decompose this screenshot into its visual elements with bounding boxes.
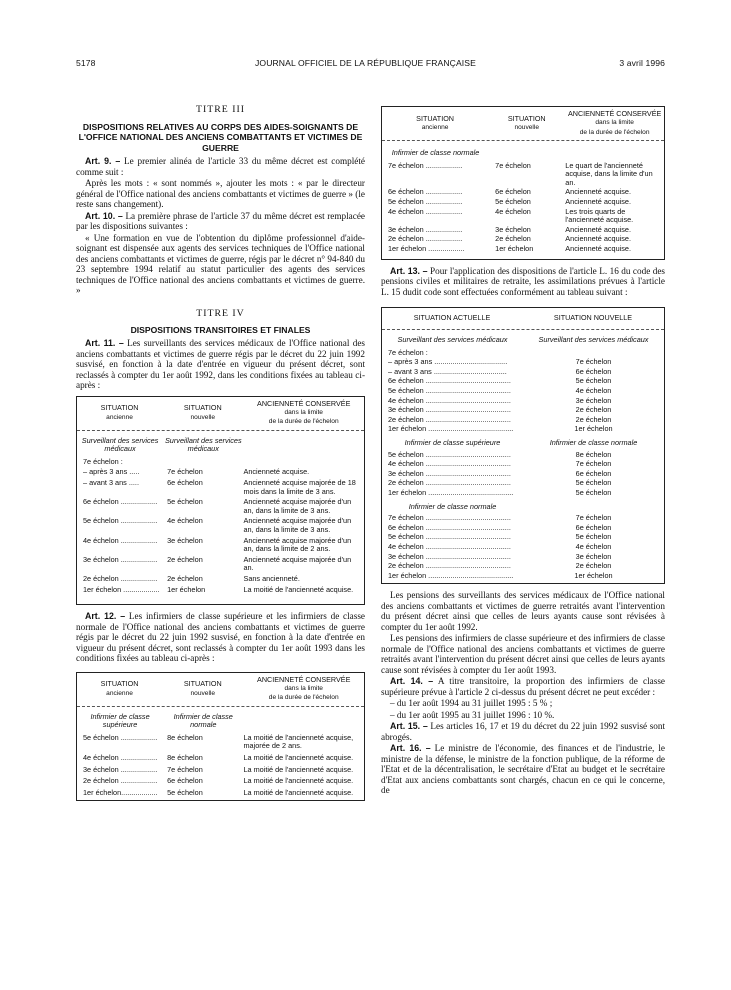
table-row [382, 198, 664, 207]
table-row [77, 734, 364, 751]
table-row [77, 517, 364, 534]
article-text: La première phrase de l'article 37 du même décret est remplacée par les dispositions suivantes : [76, 210, 365, 232]
header-label: SITUATION [507, 113, 546, 123]
article-16 [381, 743, 665, 796]
new-situation-cell: 5e échelon [575, 478, 612, 488]
seniority-cell: Ancienneté acquise majorée d'un an, dans la limite de 3 ans. [243, 516, 352, 534]
right-column [381, 96, 665, 797]
table-row [382, 358, 664, 367]
table-row [382, 245, 664, 254]
table-row [77, 498, 364, 515]
old-situation-cell: 3e échelon .......................................... [388, 406, 511, 415]
seniority-cell: Ancienneté acquise. [565, 224, 631, 234]
table-row [382, 562, 664, 571]
new-situation-cell: 5e échelon [167, 497, 203, 507]
table-row [77, 777, 364, 786]
section-label: Surveillant des services médicaux [538, 335, 649, 345]
table-row [382, 188, 664, 197]
table-header [382, 308, 664, 330]
seniority-cell: Ancienneté acquise. [565, 234, 631, 244]
article-11 [76, 338, 365, 391]
old-situation-cell: 7e échelon : [83, 457, 123, 466]
new-situation-cell: 8e échelon [167, 753, 203, 762]
old-situation-cell: 2e échelon .................. [388, 235, 463, 244]
section-label: Surveillant des services médicaux [164, 435, 242, 454]
table-body [77, 458, 364, 594]
old-situation-cell: 5e échelon .......................................... [388, 533, 511, 542]
seniority-cell: Ancienneté acquise majorée d'un an, dans la limite de 2 ans. [243, 535, 352, 554]
table-row [382, 387, 664, 396]
left-column [76, 96, 365, 807]
new-situation-cell: 6e échelon [167, 776, 203, 786]
new-situation-cell: 2e échelon [167, 573, 203, 583]
seniority-cell: Sans ancienneté. [243, 573, 300, 583]
table-header [382, 107, 664, 141]
table-row [382, 416, 664, 425]
new-situation-cell: 3e échelon [167, 535, 203, 545]
table-body [382, 162, 664, 254]
header-label: ANCIENNETÉ CONSERVÉE [567, 109, 662, 119]
old-situation-cell: 4e échelon .......................................... [388, 460, 511, 469]
article-label: Art. 15. – [390, 721, 428, 732]
new-situation-cell: 7e échelon [167, 764, 203, 774]
paragraph: Les pensions des surveillants des services médicaux de l'Office national des anciens combattants et victimes de guerre retraités avant l'intervention du présent décret ainsi que celles de leurs ayants cause sont révisées à compter du 1er août 1992. [381, 590, 665, 632]
header-label: de la durée de l'échelon [579, 128, 650, 136]
new-situation-cell: 7e échelon [167, 467, 203, 477]
new-situation-cell: 1er échelon [495, 243, 534, 253]
old-situation-cell: 3e échelon .................. [83, 765, 158, 774]
table-continued [381, 106, 665, 260]
header-label: dans la limite [595, 119, 634, 127]
table-row [382, 533, 664, 542]
seniority-cell: Ancienneté acquise majorée d'un an. [243, 554, 352, 573]
old-situation-cell: 1er échelon .................. [83, 585, 160, 594]
titre-4: TITRE IV [196, 307, 245, 319]
table-row [77, 458, 364, 467]
new-situation-cell: 8e échelon [167, 732, 203, 742]
heading-titre-3: DISPOSITIONS RELATIVES AU CORPS DES AIDES-SOIGNANTS DE L'OFFICE NATIONAL DES ANCIENS COMBATTANTS ET VICTIMES DE GUERRE [78, 122, 363, 153]
table-row [382, 451, 664, 460]
old-situation-cell: 5e échelon .................. [83, 733, 158, 742]
new-situation-cell: 1er échelon [167, 584, 206, 594]
old-situation-cell: 3e échelon .................. [83, 555, 158, 564]
section-label: Infirmier de classe supérieure [404, 437, 501, 447]
article-text: Les infirmiers de classe supérieure et les infirmiers de classe normale de l'Office national des anciens combattants et victimes de guerre régis par le décret du 22 juin 1992 susvisé, en fonction à la date d'entrée en vigueur du présent décret, sont reclassés à compter du 1er août 1993 dans les conditions fixées au tableau ci-après : [76, 611, 365, 664]
table-infirmiers [76, 672, 365, 802]
seniority-cell: Ancienneté acquise majorée de 18 mois dans la limite de 3 ans. [243, 478, 356, 496]
table-row [382, 235, 664, 244]
header-label: SITUATION [183, 679, 222, 689]
old-situation-cell: 4e échelon .................. [83, 754, 158, 762]
old-situation-cell: 5e échelon .................. [388, 197, 463, 206]
new-situation-cell: 3e échelon [575, 551, 612, 561]
old-situation-cell: 1er échelon .......................................... [388, 425, 514, 434]
old-situation-cell: 2e échelon .................. [83, 777, 158, 786]
paragraph: Les pensions des infirmiers de classe supérieure et des infirmiers de classe normale de l'Office national des anciens combattants et victimes de guerre retraités avant l'intervention du présent décret ainsi que celles de leurs ayants cause sont révisées à compter du 1er août 1993. [381, 633, 665, 675]
table-row [382, 226, 664, 235]
table-assimilations [381, 307, 665, 584]
header-label: ANCIENNETÉ CONSERVÉE [257, 398, 351, 408]
new-situation-cell: 6e échelon [575, 468, 612, 478]
section-label: Infirmier de classe normale [549, 437, 638, 447]
table-row [77, 754, 364, 763]
old-situation-cell: – après 3 ans ..... [83, 468, 140, 477]
header-label: SITUATION [100, 679, 139, 689]
article-label: Art. 11. – [85, 338, 124, 349]
seniority-cell: Les trois quarts de l'ancienneté acquise. [565, 206, 634, 225]
article-label: Art. 13. – [390, 265, 428, 276]
old-situation-cell: 1er échelon .................. [388, 244, 465, 253]
old-situation-cell: 3e échelon .......................................... [388, 552, 511, 561]
page-number: 5178 [76, 58, 96, 68]
new-situation-cell: 1er échelon [574, 424, 613, 434]
table-row [382, 524, 664, 533]
header-label: SITUATION [100, 403, 139, 413]
table-row [382, 162, 664, 188]
old-situation-cell: 1er échelon .......................................... [388, 488, 514, 497]
table-row [77, 556, 364, 573]
header-label: SITUATION NOUVELLE [553, 313, 633, 323]
table-row [382, 553, 664, 562]
table-row [382, 425, 664, 434]
old-situation-cell: 6e échelon .......................................... [388, 377, 511, 386]
article-text: Le premier alinéa de l'article 33 du même décret est complété comme suit : [76, 156, 365, 177]
table-row [382, 368, 664, 377]
article-text: A titre transitoire, la proportion des infirmiers de classe supérieure prévue à l'article 2 ci-dessus du présent décret ne peut excéder : [381, 676, 665, 697]
new-situation-cell: 2e échelon [575, 414, 612, 424]
article-14 [381, 676, 665, 697]
new-situation-cell: 2e échelon [167, 554, 203, 564]
old-situation-cell: 4e échelon .................. [388, 207, 463, 216]
header-label: de la durée de l'échelon [268, 418, 339, 426]
old-situation-cell: 4e échelon .......................................... [388, 396, 511, 405]
old-situation-cell: 7e échelon : [388, 348, 428, 357]
old-situation-cell: 6e échelon .................. [83, 498, 158, 507]
header-label: dans la limite [284, 409, 323, 417]
new-situation-cell: 4e échelon [495, 206, 531, 216]
paragraph: « Une formation en vue de l'obtention du diplôme professionnel d'aide-soignant est dispensée aux agents des services techniques de l'Office national des anciens combattants et victimes de guerre, régis par le décret n° 94-840 du 23 septembre 1994 relatif au statut particulier des agents des services techniques de l'Office national des anciens combattants et victimes de guerre. » [76, 232, 365, 296]
seniority-cell: La moitié de l'ancienneté acquise. [243, 753, 354, 762]
article-text: Les articles 16, 17 et 19 du décret du 22 juin 1992 susvisé sont abrogés. [381, 721, 666, 742]
header-label: nouvelle [190, 689, 216, 697]
new-situation-cell: 5e échelon [575, 376, 612, 386]
table-surveillants [76, 396, 365, 606]
table-row [382, 406, 664, 415]
new-situation-cell: 5e échelon [575, 532, 612, 542]
new-situation-cell: 2e échelon [575, 405, 612, 415]
article-label: Art. 16. – [390, 743, 431, 754]
list-item: – du 1er août 1995 au 31 juillet 1996 : 10 %. [390, 709, 555, 720]
table-row [382, 460, 664, 469]
table-row [77, 586, 364, 595]
new-situation-cell: 3e échelon [575, 395, 612, 405]
article-label: Art. 14. – [390, 676, 434, 687]
seniority-cell: La moitié de l'ancienneté acquise. [243, 584, 354, 594]
table-row [382, 397, 664, 406]
old-situation-cell: 7e échelon .................. [388, 161, 463, 170]
new-situation-cell: 7e échelon [575, 459, 612, 469]
article-10 [76, 211, 365, 232]
new-situation-cell: 6e échelon [167, 478, 203, 487]
article-13 [381, 266, 665, 298]
old-situation-cell: 3e échelon .......................................... [388, 469, 511, 478]
header-label: ancienne [106, 689, 133, 697]
paragraph: Après les mots : « sont nommés », ajouter les mots : « par le directeur général de l'Office national des anciens combattants et victimes de guerre » (le reste sans changement). [76, 178, 365, 210]
titre-3: TITRE III [196, 104, 245, 115]
new-situation-cell: 1er échelon [574, 570, 613, 580]
section-label: Infirmier de classe supérieure [90, 711, 150, 730]
header-label: SITUATION [183, 403, 222, 413]
header-label: nouvelle [190, 413, 216, 421]
old-situation-cell: 6e échelon .................. [388, 188, 463, 197]
journal-title: JOURNAL OFFICIEL DE LA RÉPUBLIQUE FRANÇAISE [255, 58, 476, 68]
old-situation-cell: 5e échelon .................. [83, 517, 158, 526]
table-body [382, 514, 664, 580]
heading-titre-4: DISPOSITIONS TRANSITOIRES ET FINALES [130, 324, 311, 335]
new-situation-cell: 6e échelon [495, 187, 531, 197]
table-row [382, 543, 664, 552]
table-row [382, 349, 664, 358]
table-row [382, 479, 664, 488]
old-situation-cell: 2e échelon .......................................... [388, 479, 511, 488]
article-text: Les surveillants des services médicaux de l'Office national des anciens combattants et victimes de guerre régis par le décret du 22 juin 1992 susvisé, en fonction à la date d'entrée en vigueur du présent décret, sont reclassés à compter du 1er août 1992, dans les conditions fixées au tableau ci-après : [76, 338, 365, 391]
old-situation-cell: 2e échelon .......................................... [388, 562, 511, 571]
section-label: Infirmier de classe normale [391, 148, 480, 157]
table-body [382, 451, 664, 498]
article-text: Le ministre de l'économie, des finances et de l'industrie, le ministre de la défense, le ministre de la fonction publique, de la réforme de l'Etat et de la décentralisation, le secrétaire d'Etat au budget et le secrétaire d'Etat aux anciens combattants sont chargés, chacun en ce qui le concerne, de [381, 743, 666, 796]
old-situation-cell: – avant 3 ans ..... [83, 479, 139, 487]
old-situation-cell: 2e échelon .......................................... [388, 415, 511, 424]
new-situation-cell: 7e échelon [495, 160, 531, 170]
table-header [77, 397, 364, 431]
article-15 [381, 721, 665, 742]
header-label: SITUATION [416, 113, 454, 123]
table-row [382, 208, 664, 225]
header-label: ancienne [421, 124, 449, 131]
section-label: Surveillant des services médicaux [397, 335, 508, 345]
new-situation-cell: 5e échelon [167, 787, 203, 797]
seniority-cell: Le quart de l'ancienneté acquise, dans la limite d'un an. [565, 160, 653, 187]
seniority-cell: Ancienneté acquise. [565, 243, 631, 253]
header-label: dans la limite [284, 685, 323, 693]
table-body [382, 349, 664, 434]
seniority-cell: Ancienneté acquise majorée d'un an, dans la limite de 3 ans. [243, 497, 352, 515]
header-label: ANCIENNETÉ CONSERVÉE [257, 674, 351, 684]
list-item: – du 1er août 1994 au 31 juillet 1995 : 5 % ; [390, 698, 553, 709]
table-row [77, 479, 364, 496]
table-row [382, 572, 664, 581]
old-situation-cell: 1er échelon.................. [83, 788, 158, 797]
table-row [382, 514, 664, 523]
seniority-cell: Ancienneté acquise. [565, 187, 631, 197]
section-label: Infirmier de classe normale [408, 501, 497, 511]
new-situation-cell: 4e échelon [575, 386, 612, 395]
old-situation-cell: 2e échelon .................. [83, 574, 158, 583]
old-situation-cell: 5e échelon .......................................... [388, 387, 511, 395]
article-label: Art. 9. – [85, 156, 121, 167]
new-situation-cell: 4e échelon [167, 516, 203, 526]
header-label: de la durée de l'échelon [268, 694, 339, 702]
old-situation-cell: 3e échelon .................. [388, 225, 463, 234]
table-row [382, 377, 664, 386]
seniority-cell: La moitié de l'ancienneté acquise. [243, 764, 354, 774]
header-label: ancienne [106, 413, 133, 421]
article-text: Pour l'application des dispositions de l'article L. 16 du code des pensions civiles et militaires de retraite, les assimilations prévues à l'article L. 15 dudit code sont effectuées conformément au tableau suivant : [381, 265, 665, 297]
table-header [77, 673, 364, 707]
old-situation-cell: 4e échelon .................. [83, 536, 158, 545]
table-row [382, 489, 664, 498]
new-situation-cell: 3e échelon [495, 224, 531, 234]
header-label: SITUATION ACTUELLE [413, 313, 491, 323]
seniority-cell: La moitié de l'ancienneté acquise. [243, 776, 354, 786]
table-body [77, 734, 364, 798]
seniority-cell: La moitié de l'ancienneté acquise, majorée de 2 ans. [243, 732, 354, 751]
new-situation-cell: 2e échelon [575, 561, 612, 571]
table-row [77, 468, 364, 477]
section-label: Infirmier de classe normale [173, 711, 233, 730]
article-label: Art. 12. – [85, 611, 126, 622]
old-situation-cell: 1er échelon .......................................... [388, 571, 514, 580]
seniority-cell: Ancienneté acquise. [243, 467, 310, 477]
old-situation-cell: 5e échelon .......................................... [388, 450, 511, 459]
table-row [77, 789, 364, 798]
new-situation-cell: 5e échelon [575, 487, 612, 497]
old-situation-cell: 4e échelon .......................................... [388, 542, 511, 551]
old-situation-cell: 7e échelon .......................................... [388, 514, 511, 523]
table-row [382, 470, 664, 479]
new-situation-cell: 7e échelon [575, 513, 612, 523]
header-label: nouvelle [514, 124, 539, 131]
old-situation-cell: – après 3 ans .................................... [388, 358, 508, 367]
article-12 [76, 611, 365, 664]
section-label: Surveillant des services médicaux [81, 435, 159, 454]
table-row [77, 766, 364, 775]
new-situation-cell: 5e échelon [495, 196, 531, 206]
new-situation-cell: 4e échelon [575, 541, 612, 551]
new-situation-cell: 8e échelon [575, 449, 612, 459]
article-label: Art. 10. – [85, 210, 123, 221]
new-situation-cell: 2e échelon [495, 234, 531, 244]
issue-date: 3 avril 1996 [619, 58, 665, 68]
old-situation-cell: 6e échelon .......................................... [388, 523, 511, 532]
table-row [77, 537, 364, 554]
table-row [77, 575, 364, 584]
seniority-cell: La moitié de l'ancienneté acquise. [243, 787, 354, 797]
old-situation-cell: – avant 3 ans .................................... [388, 367, 507, 376]
article-9 [76, 156, 365, 177]
new-situation-cell: 6e échelon [575, 366, 612, 376]
new-situation-cell: 6e échelon [575, 522, 612, 532]
new-situation-cell: 7e échelon [575, 357, 612, 367]
seniority-cell: Ancienneté acquise. [565, 196, 631, 206]
